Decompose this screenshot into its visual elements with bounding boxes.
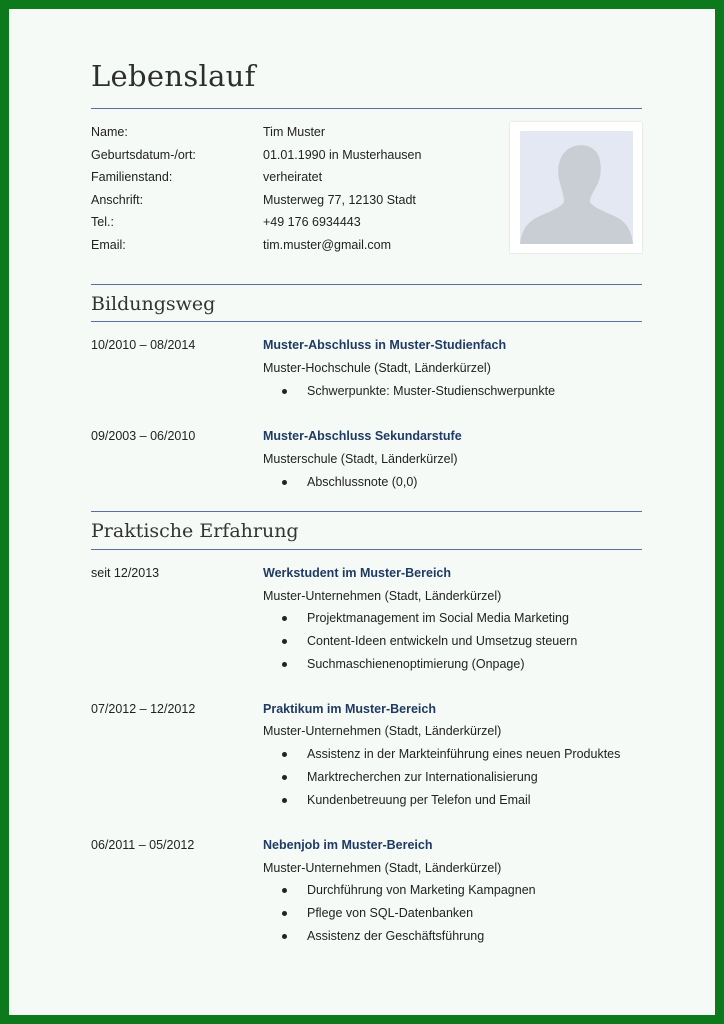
bullet-icon bbox=[282, 911, 287, 916]
personal-label: Geburtsdatum-/ort: bbox=[91, 148, 196, 162]
bullet-icon bbox=[282, 934, 287, 939]
title-divider bbox=[91, 108, 642, 109]
bullet-icon bbox=[282, 389, 287, 394]
bullet-icon bbox=[282, 662, 287, 667]
list-item-text: Assistenz der Geschäftsführung bbox=[307, 929, 485, 943]
personal-value: 01.01.1990 in Musterhausen bbox=[263, 148, 422, 162]
list-item-text: Abschlussnote (0,0) bbox=[307, 475, 418, 489]
entry-institution: Muster-Hochschule (Stadt, Länderkürzel) bbox=[263, 361, 491, 375]
personal-label: Anschrift: bbox=[91, 193, 144, 207]
entry-title: Muster-Abschluss in Muster-Studienfach bbox=[263, 338, 507, 352]
section-divider-bottom bbox=[91, 549, 642, 550]
profile-photo bbox=[510, 122, 642, 253]
list-item-text: Marktrecherchen zur Internationalisierung bbox=[307, 770, 538, 784]
bullet-icon bbox=[282, 752, 287, 757]
entry-date: seit 12/2013 bbox=[91, 566, 160, 580]
section-divider-bottom bbox=[91, 321, 642, 322]
entry-company: Muster-Unternehmen (Stadt, Länderkürzel) bbox=[263, 724, 502, 738]
list-item-text: Suchmaschienenoptimierung (Onpage) bbox=[307, 657, 525, 671]
bullet-icon bbox=[282, 888, 287, 893]
entry-date: 06/2011 – 05/2012 bbox=[91, 838, 195, 852]
personal-label: Email: bbox=[91, 238, 126, 252]
list-item-text: Pflege von SQL-Datenbanken bbox=[307, 906, 474, 920]
section-divider-top bbox=[91, 511, 642, 512]
entry-company: Muster-Unternehmen (Stadt, Länderkürzel) bbox=[263, 589, 502, 603]
personal-label: Familienstand: bbox=[91, 170, 173, 184]
personal-value: +49 176 6934443 bbox=[263, 215, 361, 229]
personal-label: Tel.: bbox=[91, 215, 114, 229]
section-title-experience: Praktische Erfahrung bbox=[91, 520, 299, 542]
list-item-text: Projektmanagement im Social Media Marketing bbox=[307, 611, 569, 625]
personal-value: tim.muster@gmail.com bbox=[263, 238, 391, 252]
personal-value: Tim Muster bbox=[263, 125, 326, 139]
entry-company: Muster-Unternehmen (Stadt, Länderkürzel) bbox=[263, 861, 502, 875]
entry-title: Nebenjob im Muster-Bereich bbox=[263, 838, 433, 852]
personal-value: verheiratet bbox=[263, 170, 323, 184]
personal-label: Name: bbox=[91, 125, 128, 139]
person-silhouette-icon bbox=[520, 131, 633, 244]
list-item-text: Assistenz in der Markteinführung eines neuen Produktes bbox=[307, 747, 621, 761]
entry-date: 07/2012 – 12/2012 bbox=[91, 702, 196, 716]
section-divider-top bbox=[91, 284, 642, 285]
entry-date: 10/2010 – 08/2014 bbox=[91, 338, 196, 352]
bullet-icon bbox=[282, 639, 287, 644]
bullet-icon bbox=[282, 616, 287, 621]
bullet-icon bbox=[282, 798, 287, 803]
page-title: Lebenslauf bbox=[91, 59, 256, 93]
list-item-text: Content-Ideen entwickeln und Umsetzug steuern bbox=[307, 634, 578, 648]
bullet-icon bbox=[282, 480, 287, 485]
entry-institution: Musterschule (Stadt, Länderkürzel) bbox=[263, 452, 458, 466]
list-item-text: Durchführung von Marketing Kampagnen bbox=[307, 883, 536, 897]
personal-value: Musterweg 77, 12130 Stadt bbox=[263, 193, 416, 207]
section-title-education: Bildungsweg bbox=[91, 293, 216, 315]
entry-title: Praktikum im Muster-Bereich bbox=[263, 702, 436, 716]
cv-page bbox=[9, 9, 715, 1015]
entry-title: Werkstudent im Muster-Bereich bbox=[263, 566, 452, 580]
entry-title: Muster-Abschluss Sekundarstufe bbox=[263, 429, 462, 443]
list-item-text: Schwerpunkte: Muster-Studienschwerpunkte bbox=[307, 384, 556, 398]
entry-date: 09/2003 – 06/2010 bbox=[91, 429, 196, 443]
bullet-icon bbox=[282, 775, 287, 780]
list-item-text: Kundenbetreuung per Telefon und Email bbox=[307, 793, 531, 807]
